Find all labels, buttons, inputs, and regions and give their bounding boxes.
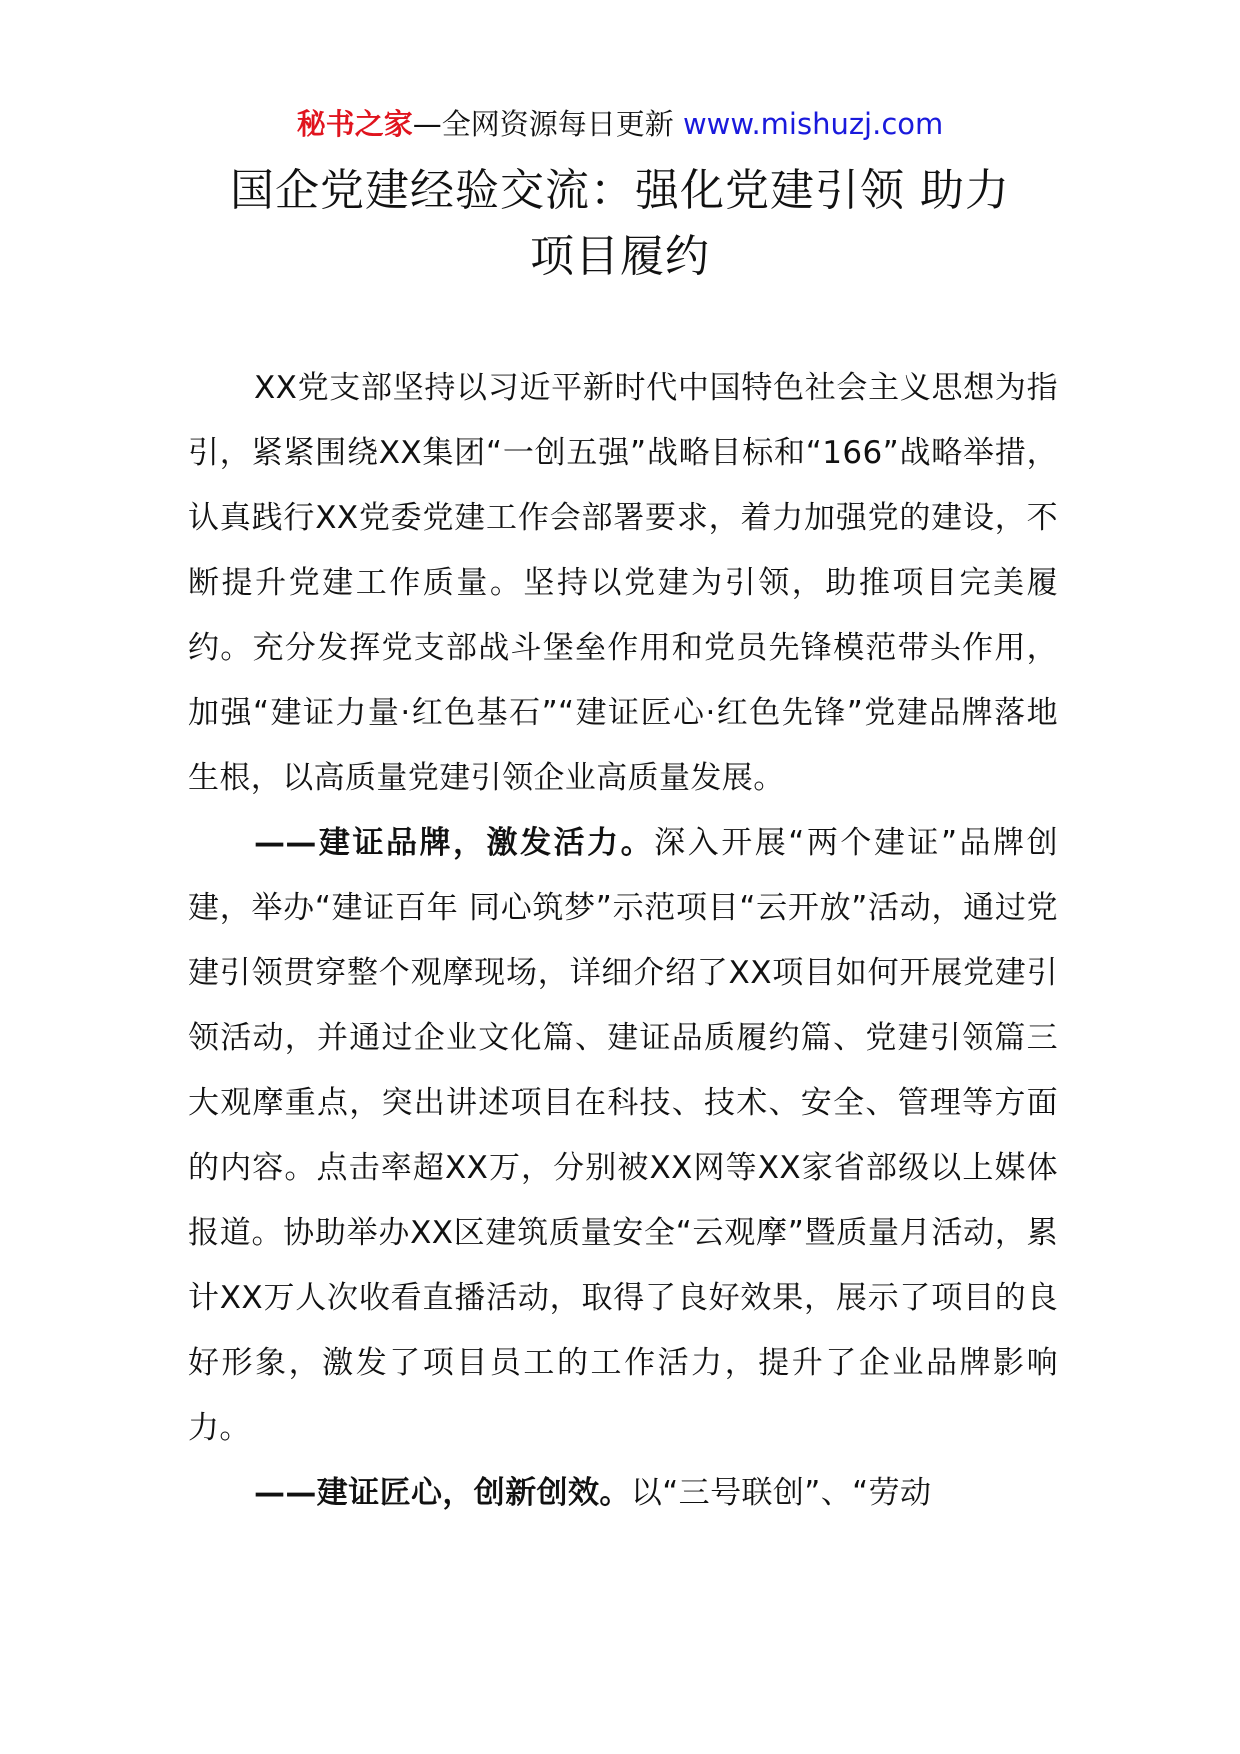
paragraph-3-lead: ——建证匠心，创新创效。 — [254, 1475, 631, 1511]
document-title-line-1: 国企党建经验交流：强化党建引领 助力 — [230, 165, 1010, 216]
paragraph-3-text: 以“三号联创”、“劳动 — [630, 1475, 932, 1511]
body-paragraph-1 — [188, 356, 1058, 811]
paragraph-1-text: XX党支部坚持以习近平新时代中国特色社会主义思想为指引，紧紧围绕XX集团“一创五强”战略目标和“166”战略举措，认真践行XX党委党建工作会部署要求，着力加强党的建设，不断提升党建工作质量。坚持以党建为引领，助推项目完美履约。充分发挥党支部战斗堡垒作用和党员先锋模范带头作用，加强“建证力量·红色基石”“建证匠心·红色先锋”党建品牌落地生根，以高质量党建引领企业高质量发展。 — [188, 370, 1058, 796]
paragraph-2-text: 深入开展“两个建证”品牌创建，举办“建证百年 同心筑梦”示范项目“云开放”活动，通过党建引领贯穿整个观摩现场，详细介绍了XX项目如何开展党建引领活动，并通过企业文化篇、建证品质履约篇、党建引领篇三大观摩重点，突出讲述项目在科技、技术、安全、管理等方面的内容。点击率超XX万，分别被XX网等XX家省部级以上媒体报道。协助举办XX区建筑质量安全“云观摩”暨质量月活动，累计XX万人次收看直播活动，取得了良好效果，展示了项目的良好形象，激发了项目员工的工作活力，提升了企业品牌影响力。 — [188, 825, 1058, 1446]
site-url-link[interactable]: www.mishuzj.com — [682, 107, 944, 141]
document-body — [188, 356, 1058, 1526]
body-paragraph-3 — [188, 1461, 1058, 1526]
site-tagline: —全网资源每日更新 — [412, 107, 683, 141]
document-title-line-2: 项目履约 — [530, 231, 710, 282]
site-header — [0, 104, 1240, 144]
site-brand: 秘书之家 — [296, 107, 413, 141]
document-title — [190, 158, 1050, 290]
body-paragraph-2 — [188, 811, 1058, 1461]
paragraph-2-lead: ——建证品牌，激发活力。 — [254, 825, 655, 861]
